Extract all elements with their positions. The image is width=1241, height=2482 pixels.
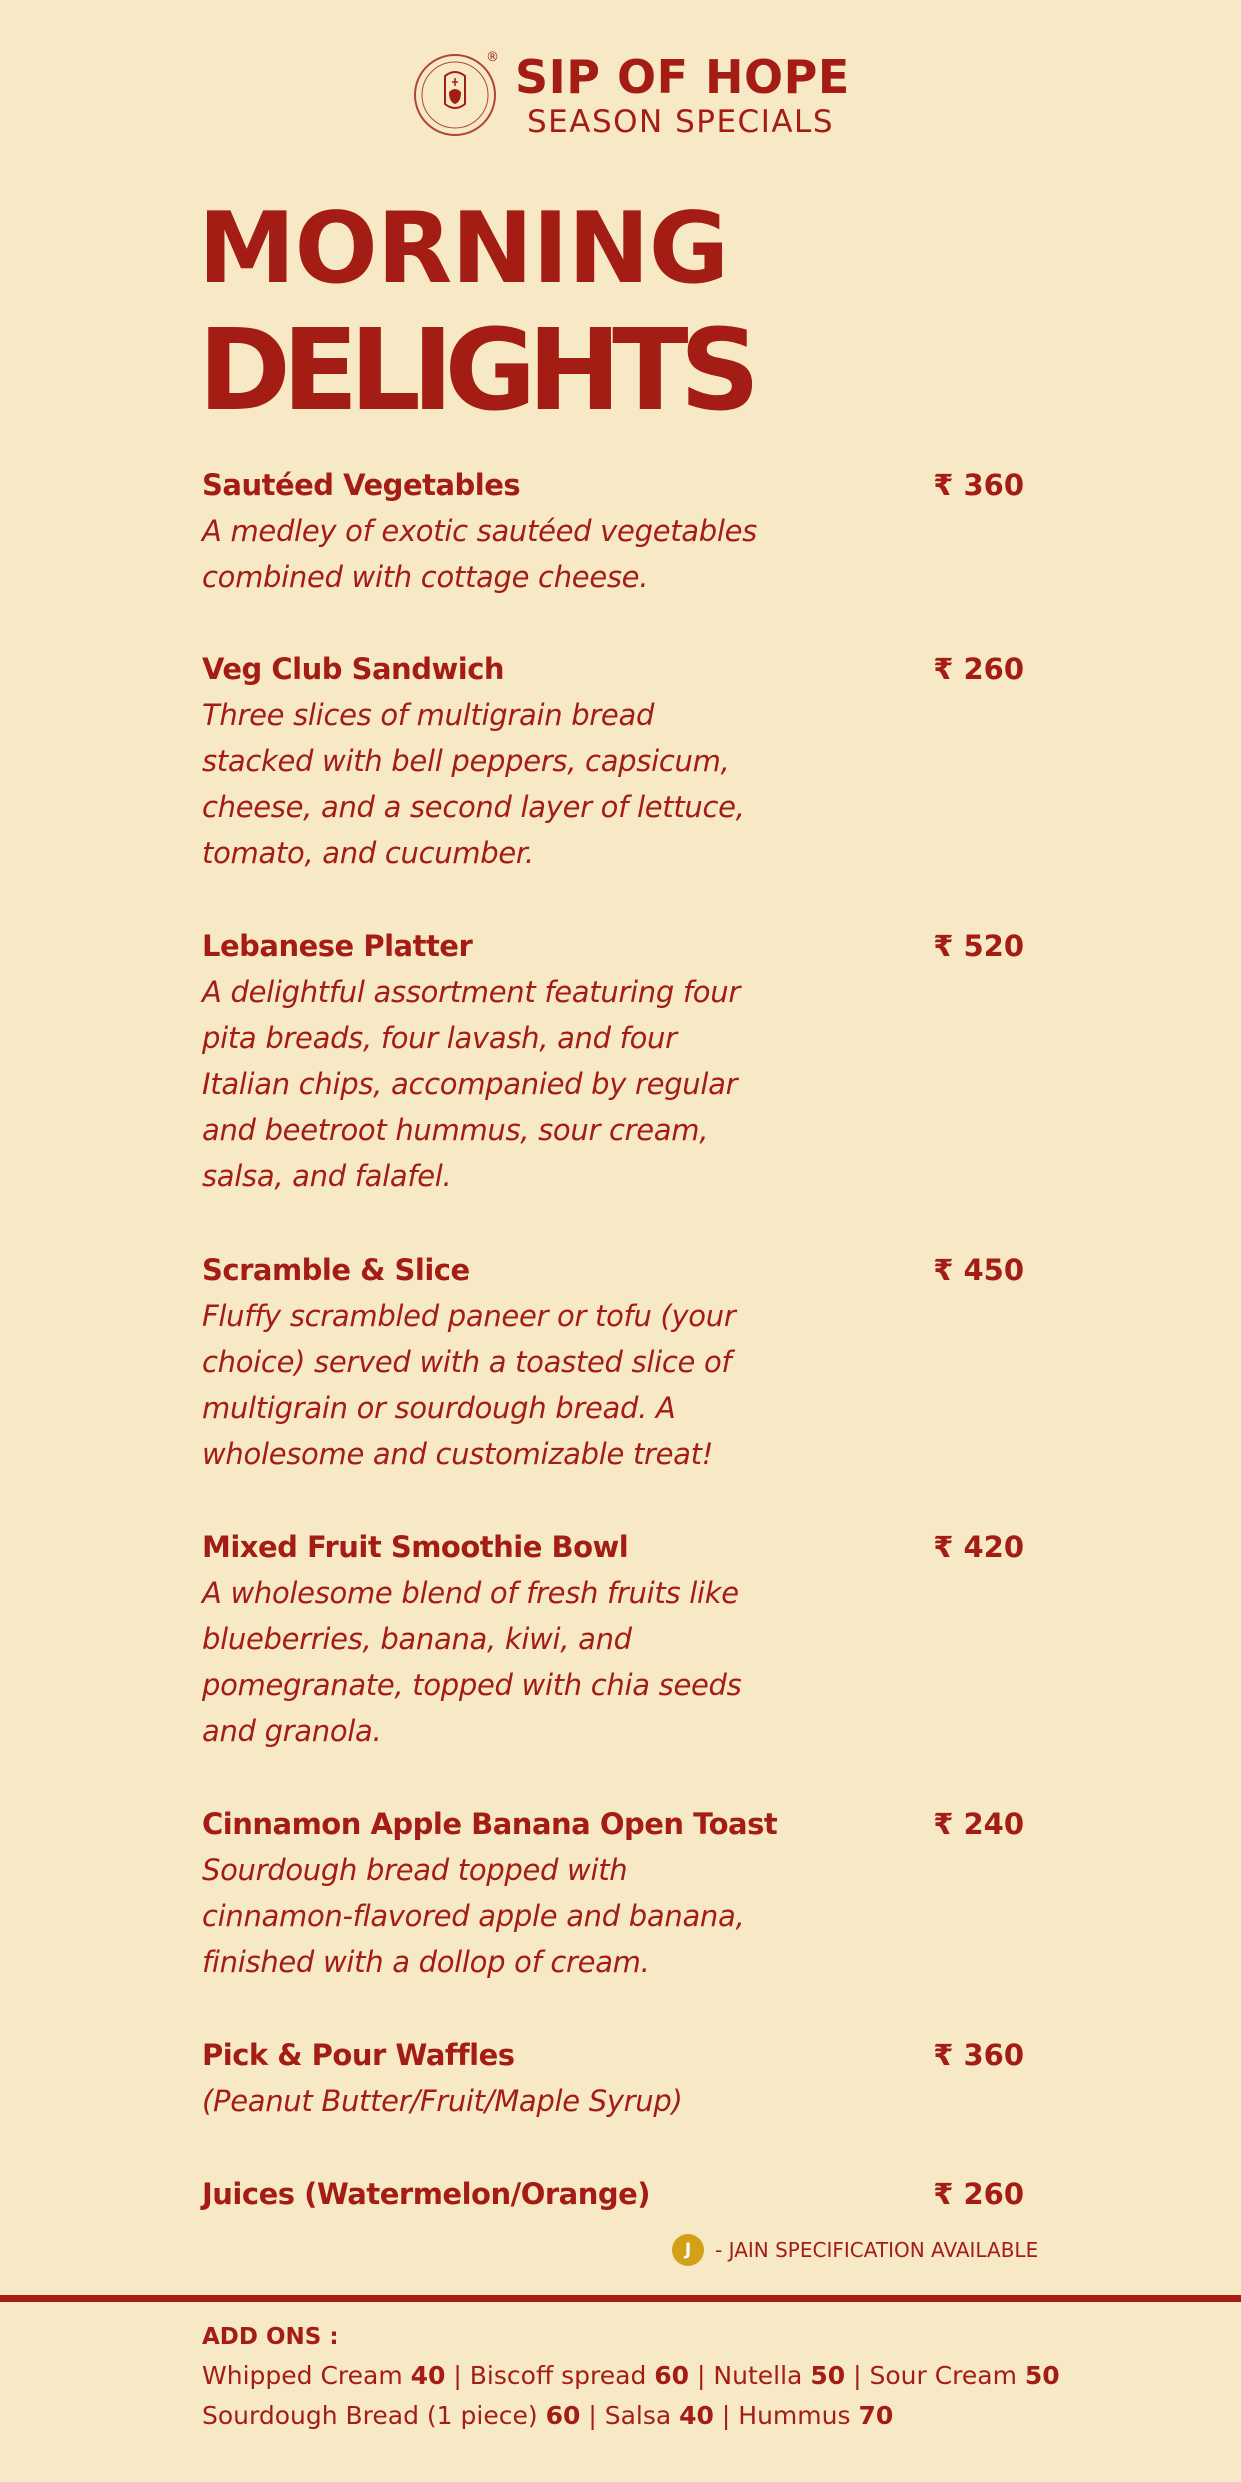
menu-item-name: Cinnamon Apple Banana Open Toast xyxy=(202,1807,778,1841)
addon-name: Biscoff spread xyxy=(469,2361,647,2390)
menu-item-name: Mixed Fruit Smoothie Bowl xyxy=(202,1530,629,1564)
addons-line-2 xyxy=(202,2396,1202,2436)
addon-price: 50 xyxy=(1024,2361,1060,2390)
menu-item-description: Three slices of multigrain bread stacked with bell peppers, capsicum, cheese, and a second layer of lettuce, tomato, and cucumber. xyxy=(202,698,745,870)
menu-item-name: Veg Club Sandwich xyxy=(202,652,505,686)
menu-item xyxy=(202,2032,1024,2124)
menu-item-description: Fluffy scrambled paneer or tofu (your choice) served with a toasted slice of multigrain or sourdough bread. A wholesome and customizable treat! xyxy=(202,1299,736,1471)
addon-separator: | xyxy=(588,2401,597,2430)
addon-price: 40 xyxy=(679,2401,714,2430)
section-title-line2: DELIGHTS xyxy=(198,306,752,436)
menu-item-price: ₹ 450 xyxy=(933,1253,1024,1287)
menu-header xyxy=(0,50,1241,150)
menu-item-name: Lebanese Platter xyxy=(202,929,473,963)
menu-item xyxy=(202,2171,1024,2217)
section-title-line1: MORNING xyxy=(198,192,729,306)
brand-logo xyxy=(414,54,496,136)
addon-price: 70 xyxy=(858,2401,894,2430)
menu-item-price: ₹ 240 xyxy=(933,1807,1024,1841)
addon-name: Sourdough Bread (1 piece) xyxy=(202,2401,538,2430)
menu-item xyxy=(202,1524,1024,1754)
addon-price: 60 xyxy=(545,2401,581,2430)
jain-note xyxy=(672,2234,1038,2268)
brand-subtitle: SEASON SPECIALS xyxy=(527,104,834,140)
addons-line-1 xyxy=(202,2356,1202,2396)
menu-item xyxy=(202,462,1024,600)
jain-badge-icon: J xyxy=(672,2234,704,2266)
addon-name: Hummus xyxy=(738,2401,851,2430)
addon-separator: | xyxy=(721,2401,731,2430)
menu-item-description: A medley of exotic sautéed vegetables combined with cottage cheese. xyxy=(202,514,757,594)
addon-separator: | xyxy=(697,2361,706,2390)
menu-item-description: (Peanut Butter/Fruit/Maple Syrup) xyxy=(202,2084,683,2118)
menu-item-price: ₹ 260 xyxy=(933,2177,1024,2211)
brand-name: SIP OF HOPE xyxy=(515,50,850,104)
menu-item-price: ₹ 360 xyxy=(933,468,1024,502)
addon-separator: | xyxy=(453,2361,462,2390)
menu-item xyxy=(202,923,1024,1199)
registered-mark: ® xyxy=(486,50,499,65)
menu-item-price: ₹ 520 xyxy=(933,929,1024,963)
menu-item-name: Juices (Watermelon/Orange) xyxy=(202,2177,651,2211)
addon-price: 60 xyxy=(654,2361,690,2390)
menu-item xyxy=(202,1247,1024,1477)
menu-item-name: Sautéed Vegetables xyxy=(202,468,521,502)
menu-item xyxy=(202,1801,1024,1985)
menu-item-name: Scramble & Slice xyxy=(202,1253,470,1287)
addon-name: Sour Cream xyxy=(869,2361,1017,2390)
addons-title: ADD ONS : xyxy=(202,2324,339,2350)
menu-item-name: Pick & Pour Waffles xyxy=(202,2038,515,2072)
footer-divider xyxy=(0,2295,1241,2302)
addon-name: Nutella xyxy=(713,2361,803,2390)
addon-separator: | xyxy=(853,2361,862,2390)
addon-name: Salsa xyxy=(604,2401,672,2430)
addon-price: 40 xyxy=(410,2361,446,2390)
menu-item-price: ₹ 420 xyxy=(933,1530,1024,1564)
jain-note-text: - JAIN SPECIFICATION AVAILABLE xyxy=(715,2238,1039,2262)
menu-item xyxy=(202,646,1024,876)
menu-item-description: Sourdough bread topped with cinnamon-flavored apple and banana, finished with a dollop of cream. xyxy=(202,1853,745,1979)
menu-item-description: A delightful assortment featuring four pita breads, four lavash, and four Italian chips, accompanied by regular and beetroot hummus, sour cream, salsa, and falafel. xyxy=(202,975,740,1193)
addons-section xyxy=(202,2318,1202,2436)
addon-name: Whipped Cream xyxy=(202,2361,403,2390)
addon-price: 50 xyxy=(810,2361,846,2390)
menu-item-price: ₹ 360 xyxy=(933,2038,1024,2072)
menu-item-price: ₹ 260 xyxy=(933,652,1024,686)
menu-item-description: A wholesome blend of fresh fruits like blueberries, banana, kiwi, and pomegranate, topped with chia seeds and granola. xyxy=(202,1576,742,1748)
